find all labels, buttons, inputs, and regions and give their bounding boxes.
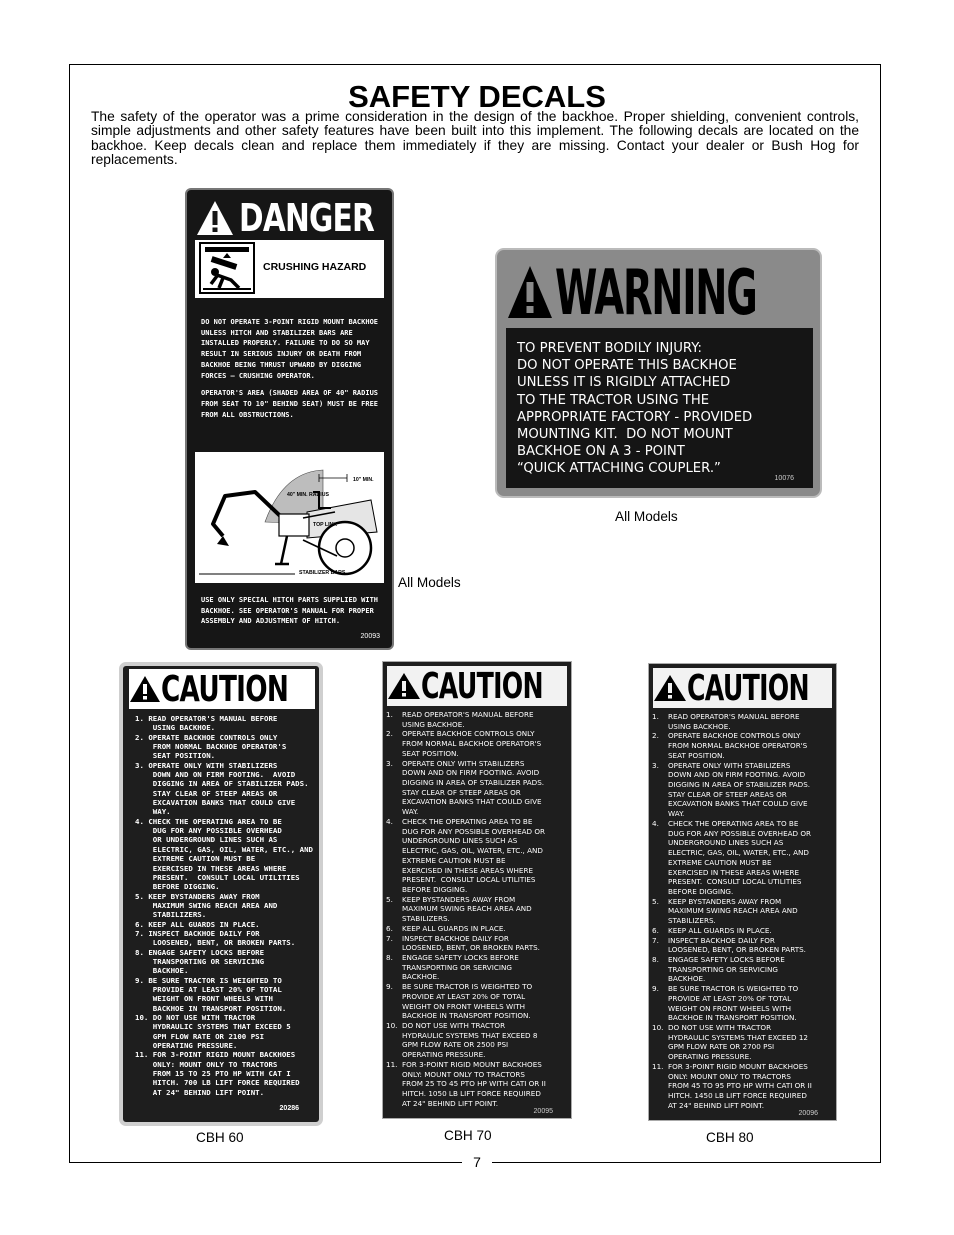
list-item-text: BE SURE TRACTOR IS WEIGHTED TO PROVIDE AT LEAST 20% OF TOTAL WEIGHT ON FRONT WHEELS WITH BACKHOE IN TRANSPORT POSITION.	[668, 984, 799, 1023]
diagram-radius-label: 40" MIN. RADIUS	[287, 492, 329, 498]
list-item	[652, 712, 836, 731]
list-item	[386, 934, 570, 953]
list-item-number: 9.	[652, 984, 659, 994]
list-item: 2. OPERATE BACKHOE CONTROLS ONLY FROM NORMAL BACKHOE OPERATOR'S SEAT POSITION.	[135, 732, 287, 761]
list-item: 7. INSPECT BACKHOE DAILY FOR LOOSENED, BENT, OR BROKEN PARTS.	[135, 928, 296, 948]
danger-body-text	[201, 317, 381, 427]
caution-decal-code: 20286	[279, 1105, 299, 1112]
caution-decal-code: 20096	[798, 1110, 818, 1117]
list-item: 8. ENGAGE SAFETY LOCKS BEFORE TRANSPORTING OR SERVICING BACKHOE.	[135, 947, 265, 976]
list-item-number: 2.	[386, 729, 393, 739]
list-item-number: 1.	[386, 710, 393, 719]
list-item-text: FOR 3-POINT RIGID MOUNT BACKHOES ONLY: MOUNT ONLY TO TRACTORS FROM 25 TO 45 PTO HP WITH CATI OR II HITCH. 1050 LB LIFT FORCE REQUIRED AT 24" BEHIND LIFT POINT.	[402, 1059, 546, 1108]
list-item-number: 11.	[386, 1059, 398, 1069]
caution-decal-cbh70	[382, 661, 572, 1119]
warning-triangle-icon	[653, 673, 687, 703]
list-item-number: 8.	[386, 952, 393, 962]
list-item-text: ENGAGE SAFETY LOCKS BEFORE TRANSPORTING OR SERVICING BACKHOE.	[668, 954, 785, 984]
caution-list-cbh80	[652, 712, 836, 1110]
caution-caption-cbh60: CBH 60	[196, 1130, 244, 1145]
diagram-top-link-label: TOP LINK	[313, 522, 338, 528]
list-item-number: 6.	[652, 925, 659, 935]
list-item	[652, 936, 836, 955]
warning-triangle-icon	[387, 671, 421, 701]
list-item-text: FOR 3-POINT RIGID MOUNT BACKHOES ONLY: MOUNT ONLY TO TRACTORS FROM 45 TO 95 PTO HP WITH CATI OR II HITCH. 1450 LB LIFT FORCE REQUIRED AT 24" BEHIND LIFT POINT.	[668, 1061, 812, 1110]
list-item-text: KEEP ALL GUARDS IN PLACE.	[402, 923, 506, 933]
caution-decal-cbh60	[119, 662, 323, 1126]
caution-decal-code: 20095	[533, 1108, 553, 1115]
list-item-text: KEEP BYSTANDERS AWAY FROM MAXIMUM SWING REACH AREA AND STABILIZERS.	[668, 896, 798, 926]
list-item-text: BE SURE TRACTOR IS WEIGHTED TO PROVIDE AT LEAST 20% OF TOTAL WEIGHT ON FRONT WHEELS WITH BACKHOE IN TRANSPORT POSITION.	[402, 982, 533, 1021]
list-item-number: 10.	[386, 1021, 398, 1030]
warning-decal	[495, 248, 822, 498]
intro-paragraph: The safety of the operator was a prime consideration in the design of the backhoe. Proper shielding, convenient controls, simple adjustments and other safety features have been built into this implement. The following decals are located on the backhoe. Keep decals clean and replace them immediately if they are missing. Contact your dealer or Bush Hog for replacements.	[91, 109, 859, 168]
warning-body	[506, 328, 813, 488]
list-item	[386, 729, 570, 758]
list-item-text: INSPECT BACKHOE DAILY FOR LOOSENED, BENT, OR BROKEN PARTS.	[668, 935, 806, 955]
list-item-number: 5.	[652, 896, 659, 906]
list-item-number: 5.	[386, 894, 393, 904]
list-item: 1. READ OPERATOR'S MANUAL BEFORE USING BACKHOE.	[135, 714, 278, 733]
list-item	[386, 1060, 570, 1109]
list-item	[652, 984, 836, 1023]
caution-list-cbh60	[135, 714, 315, 1097]
list-item-text: DO NOT USE WITH TRACTOR HYDRAULIC SYSTEMS THAT EXCEED 8 GPM FLOW RATE OR 2500 PSI OPERATING PRESSURE.	[402, 1021, 538, 1060]
hitch-diagram	[195, 452, 384, 583]
list-item-number: 3.	[386, 758, 393, 768]
danger-decal-code: 20093	[360, 633, 380, 640]
warning-triangle-icon	[195, 199, 235, 237]
caution-list-cbh70	[386, 710, 570, 1108]
list-item-number: 1.	[652, 712, 659, 721]
list-item-text: OPERATE BACKHOE CONTROLS ONLY FROM NORMAL BACKHOE OPERATOR'S SEAT POSITION.	[668, 731, 808, 760]
list-item-number: 6.	[386, 923, 393, 933]
danger-header	[195, 196, 385, 240]
list-item	[386, 759, 570, 817]
list-item	[652, 819, 836, 897]
list-item	[386, 924, 570, 934]
list-item-text: KEEP ALL GUARDS IN PLACE.	[668, 925, 772, 935]
list-item	[652, 731, 836, 760]
list-item-text: OPERATE ONLY WITH STABILIZERS DOWN AND ON FIRM FOOTING. AVOID DIGGING IN AREA OF STABILIZER PADS. STAY CLEAR OF STEEP AREAS OR EXCAVATION BANKS THAT COULD GIVE WAY.	[402, 758, 545, 817]
list-item: 5. KEEP BYSTANDERS AWAY FROM MAXIMUM SWING REACH AREA AND STABILIZERS.	[135, 891, 278, 920]
list-item-text: KEEP BYSTANDERS AWAY FROM MAXIMUM SWING REACH AREA AND STABILIZERS.	[402, 894, 532, 924]
danger-heading: DANGER	[239, 196, 375, 240]
caution-header	[387, 666, 567, 706]
list-item-number: 3.	[652, 760, 659, 770]
list-item-text: DO NOT USE WITH TRACTOR HYDRAULIC SYSTEMS THAT EXCEED 12 GPM FLOW RATE OR 2700 PSI OPERATING PRESSURE.	[668, 1023, 808, 1062]
list-item	[386, 895, 570, 924]
warning-triangle-icon	[129, 674, 161, 704]
warning-header	[507, 255, 813, 329]
list-item	[386, 1021, 570, 1060]
caution-heading: CAUTION	[687, 667, 809, 709]
list-item-number: 2.	[652, 731, 659, 741]
warning-triangle-icon	[507, 264, 553, 320]
caution-header	[129, 669, 315, 709]
list-item-text: INSPECT BACKHOE DAILY FOR LOOSENED, BENT, OR BROKEN PARTS.	[402, 933, 540, 953]
warning-caption: All Models	[615, 509, 678, 524]
list-item: 3. OPERATE ONLY WITH STABILIZERS DOWN AND ON FIRM FOOTING. AVOID DIGGING IN AREA OF STABILIZER PADS. STAY CLEAR OF STEEP AREAS OR EXCAVATION BANKS THAT COULD GIVE WAY.	[135, 760, 309, 817]
list-item-number: 7.	[386, 933, 393, 943]
list-item: 11. FOR 3-POINT RIGID MOUNT BACKHOES ONLY: MOUNT ONLY TO TRACTORS FROM 15 TO 25 PTO HP WITH CAT I HITCH. 700 LB LIFT FORCE REQUIRED AT 24" BEHIND LIFT POINT.	[135, 1050, 300, 1097]
list-item-number: 11.	[652, 1061, 664, 1071]
list-item-number: 8.	[652, 954, 659, 964]
list-item	[386, 982, 570, 1021]
list-item	[652, 1023, 836, 1062]
list-item	[652, 926, 836, 936]
list-item	[386, 710, 570, 729]
caution-heading: CAUTION	[161, 668, 289, 710]
list-item-text: ENGAGE SAFETY LOCKS BEFORE TRANSPORTING OR SERVICING BACKHOE.	[402, 952, 519, 982]
caution-heading: CAUTION	[421, 665, 543, 707]
list-item-text: CHECK THE OPERATING AREA TO BE DUG FOR ANY POSSIBLE OVERHEAD OR UNDERGROUND LINES SUCH AS ELECTRIC, GAS, OIL, WATER, ETC., AND EXTREME CAUTION MUST BE EXERCISED IN THESE AREAS WHERE PRESENT. CONSULT LOCAL UTILITIES BEFORE DIGGING.	[668, 818, 812, 896]
list-item-text: READ OPERATOR'S MANUAL BEFORE USING BACKHOE.	[668, 712, 800, 731]
page-number: 7	[462, 1154, 492, 1170]
danger-paragraph-2: OPERATOR'S AREA (SHADED AREA OF 40" RADIUS FROM SEAT TO 10" BEHIND SEAT) MUST BE FREE FROM ALL OBSTRUCTIONS.	[201, 389, 379, 419]
caution-header	[653, 668, 832, 708]
list-item: 10. DO NOT USE WITH TRACTOR HYDRAULIC SYSTEMS THAT EXCEED 5 GPM FLOW RATE OR 2100 PSI OPERATING PRESSURE.	[135, 1013, 291, 1051]
danger-paragraph-1: DO NOT OPERATE 3-POINT RIGID MOUNT BACKHOE UNLESS HITCH AND STABILIZER BARS ARE INSTALLED PROPERLY. FAILURE TO DO SO MAY RESULT IN SERIOUS INJURY OR DEATH FROM BACKHOE BEING THRUST UPWARD BY DIGGING FORCES – CRUSHING OPERATOR.	[201, 318, 379, 380]
list-item: 4. CHECK THE OPERATING AREA TO BE DUG FOR ANY POSSIBLE OVERHEAD OR UNDERGROUND LINES SUCH AS ELECTRIC, GAS, OIL, WATER, ETC., AND EXTREME CAUTION MUST BE EXERCISED IN THESE AREAS WHERE PRESENT. CONSULT LOCAL UTILITIES BEFORE DIGGING.	[135, 816, 313, 892]
danger-caption: All Models	[398, 575, 461, 590]
list-item-text: READ OPERATOR'S MANUAL BEFORE USING BACKHOE.	[402, 710, 534, 729]
list-item-text: CHECK THE OPERATING AREA TO BE DUG FOR ANY POSSIBLE OVERHEAD OR UNDERGROUND LINES SUCH AS ELECTRIC, GAS, OIL, WATER, ETC., AND EXTREME CAUTION MUST BE EXERCISED IN THESE AREAS WHERE PRESENT. CONSULT LOCAL UTILITIES BEFORE DIGGING.	[402, 816, 546, 894]
list-item: 6. KEEP ALL GUARDS IN PLACE.	[135, 919, 260, 929]
list-item	[652, 897, 836, 926]
page-title: SAFETY DECALS	[348, 79, 606, 114]
crushing-hazard-label: CRUSHING HAZARD	[263, 261, 367, 273]
list-item-number: 10.	[652, 1023, 664, 1032]
list-item-text: OPERATE BACKHOE CONTROLS ONLY FROM NORMAL BACKHOE OPERATOR'S SEAT POSITION.	[402, 729, 542, 758]
list-item	[652, 955, 836, 984]
danger-footer-text: USE ONLY SPECIAL HITCH PARTS SUPPLIED WITH BACKHOE. SEE OPERATOR'S MANUAL FOR PROPER ASSEMBLY AND ADJUSTMENT OF HITCH.	[201, 596, 379, 626]
list-item: 9. BE SURE TRACTOR IS WEIGHTED TO PROVIDE AT LEAST 20% OF TOTAL WEIGHT ON FRONT WHEELS WITH BACKHOE IN TRANSPORT POSITION.	[135, 975, 287, 1013]
caution-caption-cbh70: CBH 70	[444, 1128, 492, 1143]
crushing-hazard-panel	[195, 240, 384, 298]
list-item-text: OPERATE ONLY WITH STABILIZERS DOWN AND ON FIRM FOOTING. AVOID DIGGING IN AREA OF STABILIZER PADS. STAY CLEAR OF STEEP AREAS OR EXCAVATION BANKS THAT COULD GIVE WAY.	[668, 760, 811, 819]
list-item	[652, 1062, 836, 1111]
crushing-hazard-icon	[199, 242, 255, 294]
caution-caption-cbh80: CBH 80	[706, 1130, 754, 1145]
diagram-min-label: 10" MIN.	[353, 477, 374, 483]
list-item-number: 9.	[386, 982, 393, 992]
list-item-number: 7.	[652, 935, 659, 945]
danger-decal	[185, 188, 394, 650]
caution-decal-cbh80	[648, 663, 837, 1121]
warning-heading: WARNING	[555, 255, 757, 329]
warning-decal-code: 10076	[774, 475, 794, 482]
warning-text: TO PREVENT BODILY INJURY: DO NOT OPERATE THIS BACKHOE UNLESS IT IS RIGIDLY ATTACHED TO THE TRACTOR USING THE APPROPRIATE FACTORY - PROVIDED MOUNTING KIT. DO NOT MOUNT BACKHOE ON A 3 - POINT “QUICK ATTACHING COUPLER.”	[517, 341, 753, 477]
diagram-stabilizer-label: STABILIZER BARS	[299, 570, 346, 576]
list-item-number: 4.	[386, 816, 393, 826]
list-item	[386, 953, 570, 982]
list-item	[386, 817, 570, 895]
list-item	[652, 761, 836, 819]
list-item-number: 4.	[652, 818, 659, 828]
